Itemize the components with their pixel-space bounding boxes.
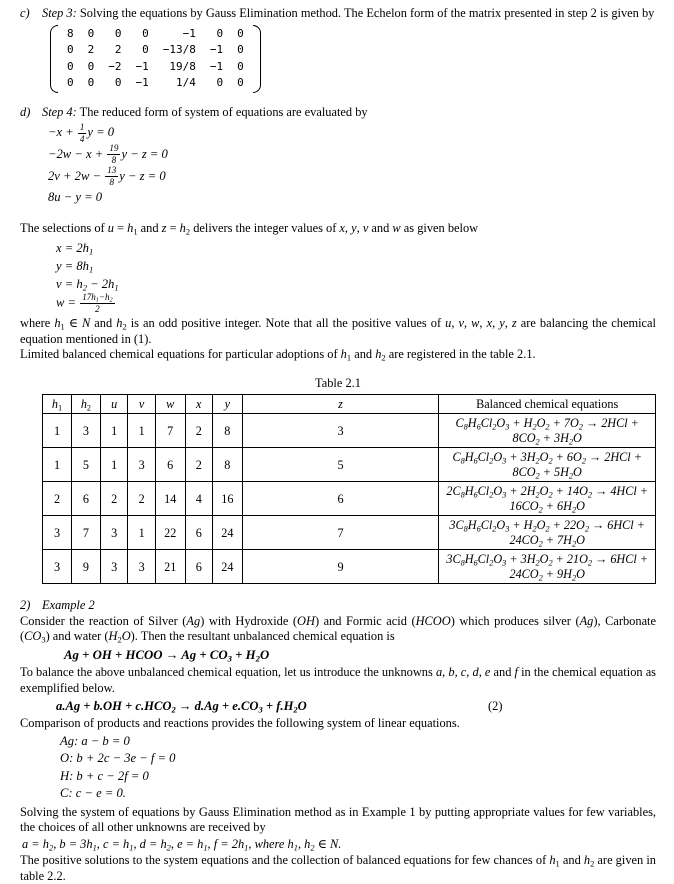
solutions-line: $a = h_2$, $b = 3h_1$, $c = h_1$, $d = h_2$, $e = h_1$, $f = 2h_1$, where $h_1$, $h_2$ ∈ N. <box>22 837 342 853</box>
cell-h2: 6 <box>71 482 100 516</box>
system-equation-line: Ag: a − b = 0 <box>60 733 130 748</box>
matrix-cell: 0 <box>67 43 74 57</box>
comparison-paragraph: Comparison of products and reactions provides the following system of linear equations. <box>20 716 460 731</box>
example2-intro1: Consider the reaction of Silver (Ag) with Hydroxide (OH) and Formic acid (HCOO) which produces silver (Ag), Carbonate $(CO_3)$ and water $(H_2O)$. Then the resultant unbalanced chemical equation is <box>20 613 657 645</box>
selection-equation-line: $v = h_2 - 2h_1$ <box>56 276 119 293</box>
solving-paragraph: Solving the system of equations by Gauss Elimination method as in Example 1 by putting appropriate values for few variables, the choices of all other unknowns are received by <box>20 804 656 835</box>
cell-y: 8 <box>212 448 242 482</box>
cell-balanced-equation: $2C_8H_6Cl_2O_3 + 2H_2O_2 + 14O_2 \to 4HCl + 16CO_2 + 6H_2O$ <box>439 482 656 516</box>
cell-v: 2 <box>128 482 155 516</box>
cell-y: 24 <box>212 516 242 550</box>
section-step4 <box>20 105 656 121</box>
column-header: $h_2$ <box>71 394 100 414</box>
matrix-cell: 19/8 <box>169 59 196 73</box>
matrix-cell: 2 <box>87 43 95 57</box>
cell-balanced-equation: $3C_8H_6Cl_2O_3 + 3H_2O_2 + 21O_2 \to 6HCl + 24CO_2 + 9H_2O$ <box>439 550 656 584</box>
cell-w: 7 <box>155 414 185 448</box>
matrix-cell: 0 <box>216 76 224 90</box>
matrix-row <box>60 26 251 43</box>
example2-title: Example 2 <box>42 598 95 613</box>
equation-2: $a.Ag + b.OH + c.HCO_2 \to d.Ag + e.CO_3 + f.H_2O$ <box>56 699 307 715</box>
step4-heading <box>42 105 656 121</box>
matrix-cell: −2 <box>108 59 122 73</box>
matrix-cell: 0 <box>142 43 149 57</box>
table-row <box>43 516 656 550</box>
cell-h1: 1 <box>43 448 72 482</box>
matrix-cell: 0 <box>237 59 244 73</box>
equation-line: −x + $\frac{1}{4}$ y = 0 <box>48 121 115 144</box>
table-row <box>43 414 656 448</box>
table-2-1-head <box>43 394 656 414</box>
cell-h2: 7 <box>71 516 100 550</box>
equation-2-number: (2) <box>488 699 503 714</box>
section-step3 <box>20 6 656 22</box>
matrix-row <box>60 59 251 76</box>
matrix-row <box>60 42 251 59</box>
matrix-cell: 0 <box>87 26 95 40</box>
echelon-matrix <box>50 25 261 93</box>
matrix-cell: 0 <box>237 43 244 57</box>
step4-title: Step 4: <box>42 104 77 119</box>
cell-x: 2 <box>185 448 212 482</box>
cell-u: 1 <box>100 448 127 482</box>
cell-u: 3 <box>100 516 127 550</box>
column-header: $h_1$ <box>43 394 72 414</box>
cell-w: 21 <box>155 550 185 584</box>
step3-item-label: c) <box>20 6 30 20</box>
matrix-row <box>60 75 251 92</box>
cell-v: 1 <box>128 516 155 550</box>
selection-equation-line: $y = 8h_1$ <box>56 258 94 275</box>
matrix-cell: 2 <box>114 43 122 57</box>
cell-balanced-equation: $C_8H_6Cl_2O_3 + 3H_2O_2 + 6O_2 \to 2HCl + 8CO_2 + 5H_2O$ <box>439 448 656 482</box>
cell-h2: 5 <box>71 448 100 482</box>
system-equation-line: C: c − e = 0. <box>60 786 126 801</box>
matrix-cell: 0 <box>87 76 95 90</box>
matrix-cell: 0 <box>67 59 74 73</box>
cell-z: 5 <box>242 448 439 482</box>
cell-h1: 1 <box>43 414 72 448</box>
matrix-cell: −1 <box>135 59 149 73</box>
matrix-cell: 0 <box>114 26 122 40</box>
cell-w: 22 <box>155 516 185 550</box>
cell-z: 3 <box>242 414 439 448</box>
matrix-cell: 0 <box>237 76 244 90</box>
step4-equation-list <box>48 122 656 207</box>
step4-item-label: d) <box>20 104 31 119</box>
labeled-equation-2 <box>56 697 656 715</box>
table-2-1 <box>42 394 656 585</box>
matrix-body <box>60 26 251 92</box>
cell-balanced-equation: $3C_8H_6Cl_2O_3 + H_2O_2 + 22O_2 \to 6HCl + 24CO_2 + 7H_2O$ <box>439 516 656 550</box>
cell-h1: 3 <box>43 550 72 584</box>
equation-line: 2v + 2w − $\frac{13}{8}$ y − z = 0 <box>48 165 166 188</box>
unbalanced-equation: Ag + OH + HCOO → $Ag + CO_3 + H_2O$ <box>64 648 270 664</box>
matrix-cell: 1/4 <box>176 76 196 90</box>
cell-y: 24 <box>212 550 242 584</box>
column-header: x <box>185 394 212 414</box>
matrix-cell: 0 <box>237 26 244 40</box>
cell-u: 1 <box>100 414 127 448</box>
table-row <box>43 482 656 516</box>
matrix-cell: −13/8 <box>162 43 196 57</box>
step3-heading <box>42 6 656 22</box>
cell-x: 2 <box>185 414 212 448</box>
column-header: z <box>242 394 439 414</box>
cell-x: 6 <box>185 516 212 550</box>
cell-v: 3 <box>128 550 155 584</box>
table-2-1-title: Table 2.1 <box>315 375 361 390</box>
matrix-cell: 0 <box>87 59 95 73</box>
cell-balanced-equation: $C_8H_6Cl_2O_3 + H_2O_2 + 7O_2 \to 2HCl + 8CO_2 + 3H_2O$ <box>439 414 656 448</box>
matrix-grid <box>60 26 251 92</box>
cell-y: 8 <box>212 414 242 448</box>
cell-h2: 3 <box>71 414 100 448</box>
selections-intro: The selections of $u = h_1$ and $z = h_2$ delivers the integer values of x, y, v and w as given below <box>20 221 479 237</box>
column-header: v <box>128 394 155 414</box>
column-header: Balanced chemical equations <box>439 394 656 414</box>
limited-paragraph: Limited balanced chemical equations for particular adoptions of $h_1$ and $h_2$ are registered in the table 2.1. <box>20 347 536 363</box>
matrix-cell: 0 <box>216 26 224 40</box>
selection-equation-list <box>56 239 656 314</box>
equation-line: 8u − y = 0 <box>48 190 103 205</box>
cell-w: 14 <box>155 482 185 516</box>
example2-intro2: To balance the above unbalanced chemical equation, let us introduce the unknowns a, b, c, d, e and f in the chemical equation as exemplified below. <box>20 665 657 695</box>
cell-z: 7 <box>242 516 439 550</box>
cell-h1: 3 <box>43 516 72 550</box>
table-row <box>43 550 656 584</box>
table-2-1-body <box>43 414 656 584</box>
matrix-open-paren-icon <box>50 25 58 93</box>
table-row <box>43 448 656 482</box>
cell-x: 6 <box>185 550 212 584</box>
column-header: u <box>100 394 127 414</box>
matrix-cell: −1 <box>135 76 149 90</box>
matrix-cell: −1 <box>209 59 224 73</box>
step3-title: Step 3: <box>42 6 77 20</box>
cell-v: 3 <box>128 448 155 482</box>
step4-text: The reduced form of system of equations are evaluated by <box>79 104 368 119</box>
matrix-close-paren-icon <box>253 25 261 93</box>
system-equation-line: O: b + 2c − 3e − f = 0 <box>60 751 176 766</box>
matrix-cell: 0 <box>142 26 149 40</box>
system-equation-line: H: b + c − 2f = 0 <box>60 768 149 783</box>
column-header: w <box>155 394 185 414</box>
equation-line: −2w − x + $\frac{19}{8}$ y − z = 0 <box>48 143 168 166</box>
example2-item-label: 2) <box>20 598 31 613</box>
column-header: y <box>212 394 242 414</box>
matrix-cell: 0 <box>114 76 122 90</box>
selection-equation-line: $x = 2h_1$ <box>56 240 94 257</box>
cell-x: 4 <box>185 482 212 516</box>
cell-y: 16 <box>212 482 242 516</box>
cell-w: 6 <box>155 448 185 482</box>
cell-h1: 2 <box>43 482 72 516</box>
linear-system-list <box>60 733 656 803</box>
example2-title-wrap <box>42 598 656 614</box>
step3-text: Solving the equations by Gauss Elimination method. The Echelon form of the matrix presented in step 2 is given by <box>79 6 655 20</box>
matrix-cell: −1 <box>182 26 196 40</box>
cell-u: 3 <box>100 550 127 584</box>
matrix-cell: 0 <box>67 76 74 90</box>
note-paragraph: where $h_1$ ∈ N and $h_2$ is an odd positive integer. Note that all the positive values of u, v, w, x, y, z are balancing the chemical equation mentioned in (1). <box>20 316 656 346</box>
cell-z: 9 <box>242 550 439 584</box>
matrix-cell: −1 <box>209 43 224 57</box>
table-header-row <box>43 394 656 414</box>
cell-h2: 9 <box>71 550 100 584</box>
selection-equation-line: w = $\frac{17h_1-h_2}{2}$ <box>56 291 113 314</box>
cell-z: 6 <box>242 482 439 516</box>
cell-v: 1 <box>128 414 155 448</box>
cell-u: 2 <box>100 482 127 516</box>
example2-heading <box>20 598 656 614</box>
matrix-cell: 8 <box>67 26 74 40</box>
closing-paragraph: The positive solutions to the system equations and the collection of balanced equations for few chances of $h_1$ and $h_2$ are given in table 2.2. <box>20 853 656 883</box>
